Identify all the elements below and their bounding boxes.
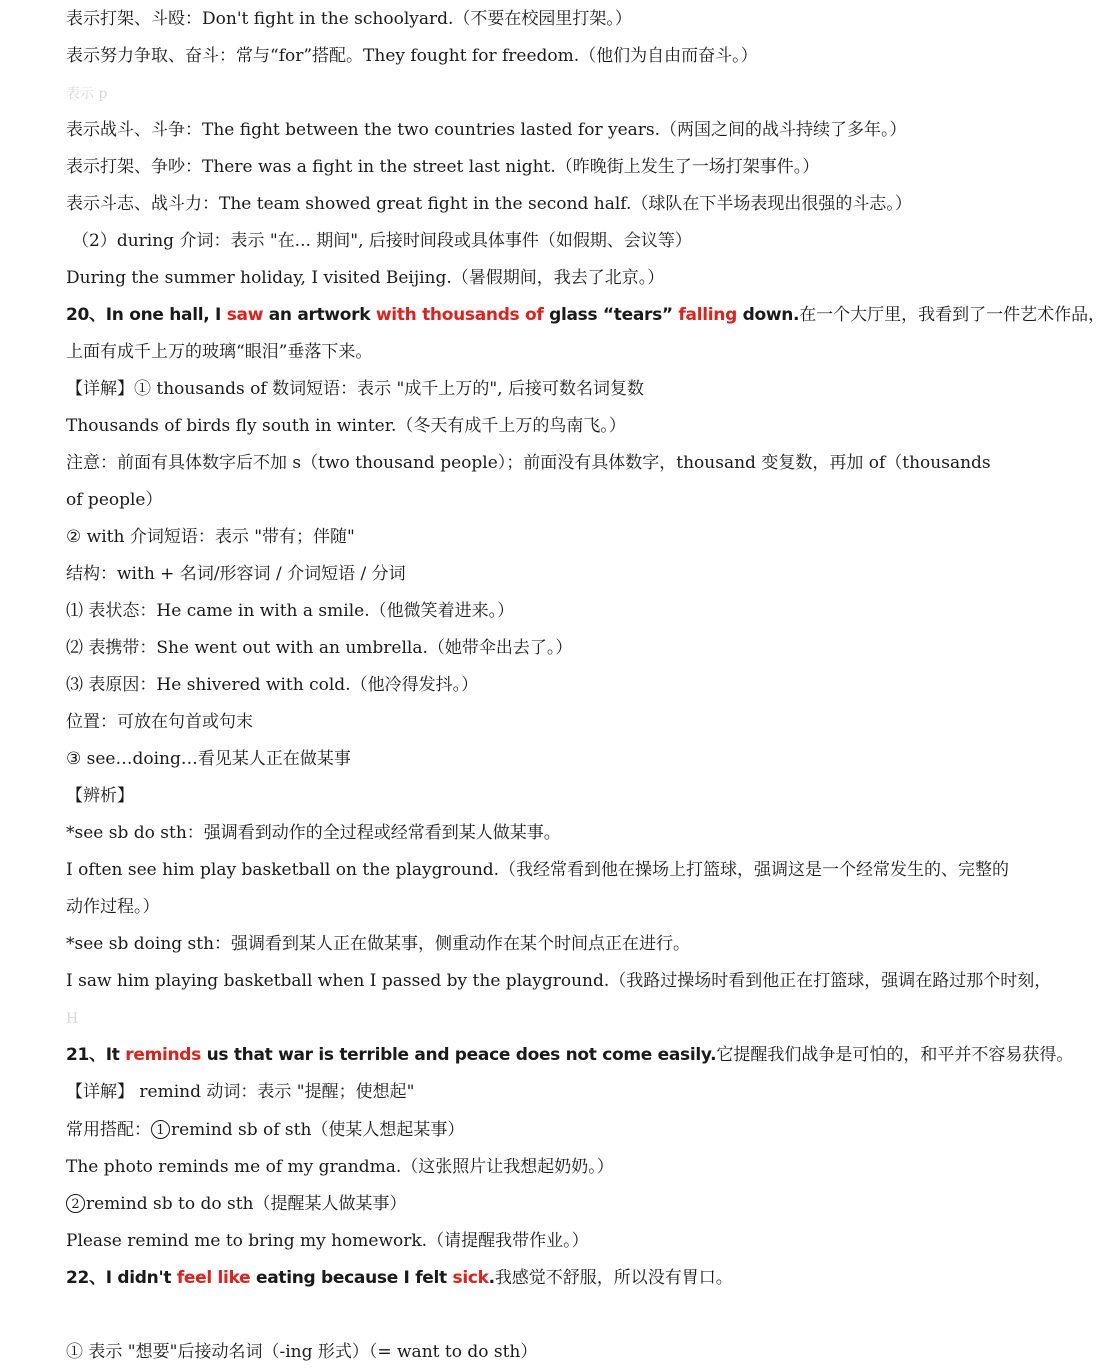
text-line: ⑴ 表状态：He came in with a smile.（他微笑着进来。） — [66, 601, 515, 621]
question-number: 20、 — [66, 305, 106, 325]
circled-number: 1 — [151, 1120, 170, 1139]
text-line: 结构：with + 名词/形容词 / 介词短语 / 分词 — [66, 564, 406, 584]
text-line: 位置：可放在句首或句末 — [66, 712, 253, 732]
question-21-heading: 21、It reminds us that war is terrible and peace does not come easily.它提醒我们战争是可怕的，和平并不容易获得。 — [66, 1045, 1074, 1065]
text-line: （2）during 介词：表示 "在... 期间", 后接时间段或具体事件（如假期、会议等） — [72, 231, 692, 251]
text-line: 【详解】 remind 动词：表示 "提醒；使想起" — [66, 1082, 415, 1102]
highlight-text: sick — [452, 1268, 489, 1288]
text-line: 表示战斗、斗争：The fight between the two countries lasted for years.（两国之间的战斗持续了多年。） — [66, 120, 907, 140]
text-line: I saw him playing basketball when I passed by the playground.（我路过操场时看到他正在打篮球，强调在路过那个时刻， — [66, 971, 1052, 991]
text-line: During the summer holiday, I visited Beijing.（暑假期间，我去了北京。） — [66, 268, 665, 288]
chinese-translation: 我感觉不舒服，所以没有胃口。 — [494, 1268, 733, 1288]
text-line: 表示打架、斗殴：Don't fight in the schoolyard.（不要在校园里打架。） — [66, 9, 632, 29]
collocation-line: 常用搭配： 1 remind sb of sth（使某人想起某事） — [66, 1120, 465, 1140]
chinese-translation: 在一个大厅里，我看到了一件艺术作品， — [799, 305, 1105, 325]
question-number: 21、 — [66, 1045, 106, 1065]
highlight-text: saw — [226, 305, 264, 325]
text-line: ② with 介词短语：表示 "带有；伴随" — [66, 527, 355, 547]
text-line: 注意：前面有具体数字后不加 s（two thousand people）；前面没有具体数字，thousand 变复数，再加 of（thousands — [66, 453, 991, 473]
text-line: ③ see…doing…看见某人正在做某事 — [66, 749, 351, 769]
text-line: *see sb do sth：强调看到动作的全过程或经常看到某人做某事。 — [66, 823, 561, 843]
highlight-text: falling — [678, 305, 737, 325]
faint-text-line: 表示 p — [66, 86, 108, 102]
text-line: ⑵ 表携带：She went out with an umbrella.（她带伞出去了。） — [66, 638, 573, 658]
highlight-text: reminds — [125, 1045, 201, 1065]
text-line: Thousands of birds fly south in winter.（冬天有成千上万的鸟南飞。） — [66, 416, 626, 436]
chinese-translation: 它提醒我们战争是可怕的，和平并不容易获得。 — [716, 1045, 1074, 1065]
highlight-text: feel like — [176, 1268, 251, 1288]
text-line: 表示斗志、战斗力：The team showed great fight in the second half.（球队在下半场表现出很强的斗志。） — [66, 194, 912, 214]
circled-number: 2 — [66, 1194, 85, 1213]
question-number: 22、 — [66, 1268, 106, 1288]
text-line: The photo reminds me of my grandma.（这张照片让我想起奶奶。） — [66, 1157, 614, 1177]
text-line: of people） — [66, 490, 163, 510]
text-line: 动作过程。） — [66, 897, 160, 917]
question-20-heading: 20、In one hall, I saw an artwork with thousands of glass “tears” falling down.在一个大厅里，我看到了一件艺术作品， — [66, 305, 1105, 325]
text-line: *see sb doing sth：强调看到某人正在做某事，侧重动作在某个时间点正在进行。 — [66, 934, 691, 954]
text-line: 表示努力争取、奋斗：常与“for”搭配。They fought for freedom.（他们为自由而奋斗。） — [66, 46, 758, 66]
text-line: 上面有成千上万的玻璃“眼泪”垂落下来。 — [66, 342, 373, 362]
question-22-heading: 22、I didn't feel like eating because I felt sick.我感觉不舒服，所以没有胃口。 — [66, 1268, 733, 1288]
text-line: I often see him play basketball on the playground.（我经常看到他在操场上打篮球，强调这是一个经常发生的、完整的 — [66, 860, 1010, 880]
text-line: Please remind me to bring my homework.（请提醒我带作业。） — [66, 1231, 589, 1251]
text-line: 【详解】① thousands of 数词短语：表示 "成千上万的", 后接可数名词复数 — [66, 379, 644, 399]
collocation-line: 2 remind sb to do sth（提醒某人做某事） — [66, 1192, 1030, 1216]
text-line: 【辨析】 — [66, 786, 134, 806]
faint-text-line: H — [66, 1011, 79, 1027]
text-line: ① 表示 "想要"后接动名词（-ing 形式）（= want to do sth） — [66, 1342, 538, 1362]
highlight-text: with thousands of — [375, 305, 544, 325]
text-line: 表示打架、争吵：There was a fight in the street last night.（昨晚街上发生了一场打架事件。） — [66, 157, 820, 177]
text-line: ⑶ 表原因：He shivered with cold.（他冷得发抖。） — [66, 675, 479, 695]
